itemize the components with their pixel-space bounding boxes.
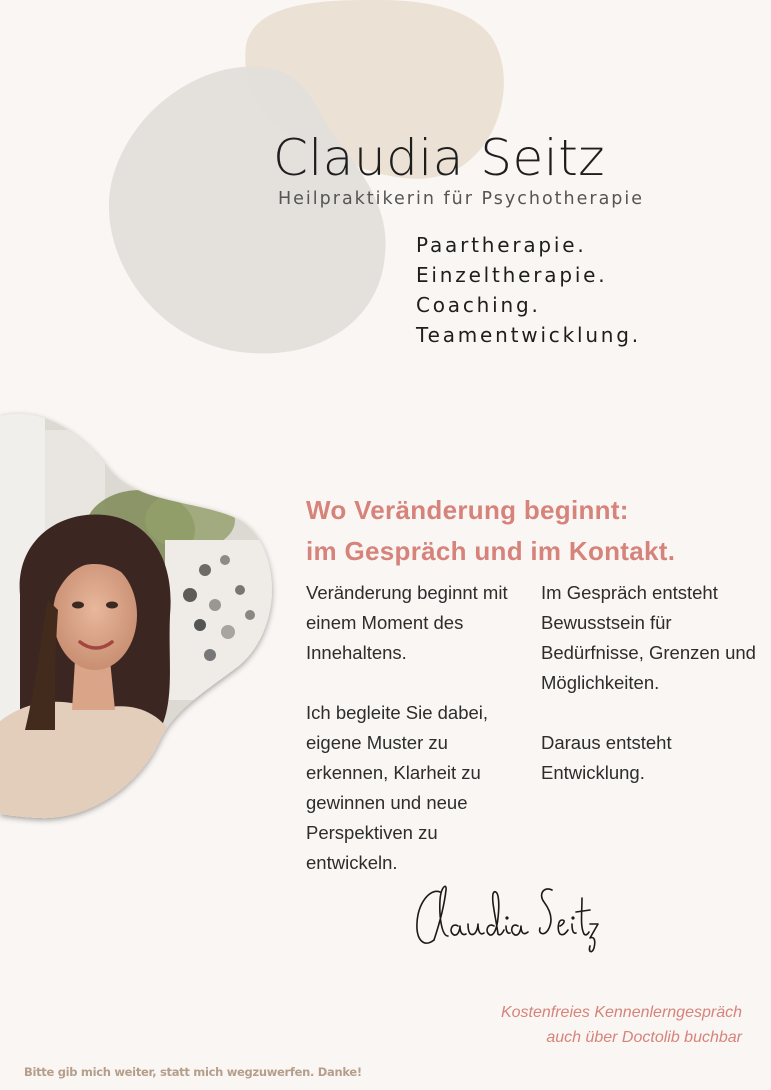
footer-note: Bitte gib mich weiter, statt mich wegzuwerfen. Danke! — [24, 1065, 362, 1079]
handwritten-signature — [412, 878, 602, 958]
booking-note-line-1: Kostenfreies Kennenlerngespräch — [500, 1004, 742, 1021]
headline-line-1: Wo Veränderung beginnt: — [306, 495, 629, 525]
headline-line-2: im Gespräch und im Kontakt. — [306, 536, 676, 566]
practitioner-title: Heilpraktikerin für Psychotherapie — [278, 189, 645, 209]
booking-note — [501, 1000, 742, 1050]
practitioner-name: Claudia Seitz — [273, 129, 606, 187]
services-list — [416, 230, 641, 350]
booking-note-line-2: auch über Doctolib buchbar — [546, 1029, 742, 1046]
service-item: Teamentwicklung. — [416, 323, 641, 347]
paragraph: Ich begleite Sie dabei, eigene Muster zu erkennen, Klarheit zu gewinnen und neue Perspektiven zu entwickeln. — [306, 702, 489, 873]
paragraph: Im Gespräch entsteht Bewusstsein für Bedürfnisse, Grenzen und Möglichkeiten. — [541, 582, 756, 693]
portrait-photo — [0, 410, 290, 830]
text-column-right — [541, 578, 756, 818]
paragraph: Veränderung beginnt mit einem Moment des Innehaltens. — [306, 582, 508, 663]
headline — [306, 490, 675, 572]
paragraph: Daraus entsteht Entwicklung. — [541, 732, 672, 783]
service-item: Paartherapie. — [416, 233, 587, 257]
service-item: Coaching. — [416, 293, 541, 317]
service-item: Einzeltherapie. — [416, 263, 608, 287]
text-column-left — [306, 578, 526, 908]
